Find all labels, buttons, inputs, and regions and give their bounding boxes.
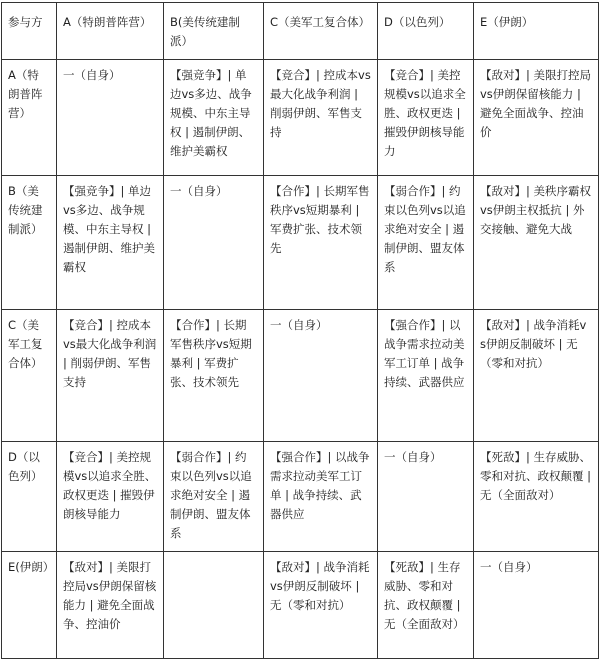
table-row-e [2,552,599,659]
cell-b-e: 【敌对】| 美秩序霸权vs伊朗主权抵抗 | 外交接触、避免大战 [474,176,599,310]
table-row-c [2,310,599,442]
table-row-d [2,442,599,552]
table-row-a [2,60,599,176]
cell-d-b: 【弱合作】| 约束以色列vs以追求绝对安全 | 遏制伊朗、盟友体系 [164,442,264,552]
cell-e-a: 【敌对】| 美限打控局vs伊朗保留核能力 | 避免全面战争、控油价 [57,552,164,659]
cell-e-b [164,552,264,659]
cell-e-c: 【敌对】| 战争消耗vs伊朗反制破坏 | 无（零和对抗） [264,552,378,659]
cell-b-b: 一（自身） [164,176,264,310]
cell-b-c: 【合作】| 长期军售秩序vs短期暴利 | 军费扩张、技术领先 [264,176,378,310]
cell-d-d: 一（自身） [378,442,474,552]
cell-b-a: 【强竞争】| 单边vs多边、战争规模、中东主导权 | 遏制伊朗、维护美霸权 [57,176,164,310]
cell-a-d: 【竞合】| 美控规模vs以追求全胜、政权更迭 | 摧毁伊朗核导能力 [378,60,474,176]
cell-c-b: 【合作】| 长期军售秩序vs短期暴利 | 军费扩张、技术领先 [164,310,264,442]
header-row [2,3,599,60]
relationship-matrix-table [1,2,599,659]
column-header-a: A（特朗普阵营） [57,3,164,60]
column-header-e: E（伊朗） [474,3,599,60]
cell-c-c: 一（自身） [264,310,378,442]
table-row-b [2,176,599,310]
cell-c-e: 【敌对】| 战争消耗vs伊朗反制破坏 | 无（零和对抗） [474,310,599,442]
cell-a-e: 【敌对】| 美限打控局vs伊朗保留核能力 | 避免全面战争、控油价 [474,60,599,176]
cell-e-e: 一（自身） [474,552,599,659]
column-header-d: D（以色列） [378,3,474,60]
row-header-c: C（美军工复合体） [2,310,57,442]
cell-e-d: 【死敌】| 生存威胁、零和对抗、政权颠覆 | 无（全面敌对） [378,552,474,659]
row-header-b: B（美传统建制派） [2,176,57,310]
cell-d-e: 【死敌】| 生存威胁、零和对抗、政权颠覆 | 无（全面敌对） [474,442,599,552]
row-header-e: E(伊朗） [2,552,57,659]
row-header-d: D（以色列） [2,442,57,552]
column-header-c: C（美军工复合体） [264,3,378,60]
cell-a-b: 【强竞争】| 单边vs多边、战争规模、中东主导权 | 遏制伊朗、维护美霸权 [164,60,264,176]
cell-a-c: 【竞合】| 控成本vs最大化战争利润 | 削弱伊朗、军售支持 [264,60,378,176]
cell-c-a: 【竞合】| 控成本vs最大化战争利润 | 削弱伊朗、军售支持 [57,310,164,442]
row-header-a: A（特朗普阵营） [2,60,57,176]
cell-c-d: 【强合作】| 以战争需求拉动美军工订单 | 战争持续、武器供应 [378,310,474,442]
cell-d-c: 【强合作】| 以战争需求拉动美军工订单 | 战争持续、武器供应 [264,442,378,552]
cell-b-d: 【弱合作】| 约束以色列vs以追求绝对安全 | 遏制伊朗、盟友体系 [378,176,474,310]
corner-header: 参与方 [2,3,57,60]
column-header-b: B(美传统建制派） [164,3,264,60]
cell-a-a: 一（自身） [57,60,164,176]
cell-d-a: 【竞合】| 美控规模vs以追求全胜、政权更迭 | 摧毁伊朗核导能力 [57,442,164,552]
